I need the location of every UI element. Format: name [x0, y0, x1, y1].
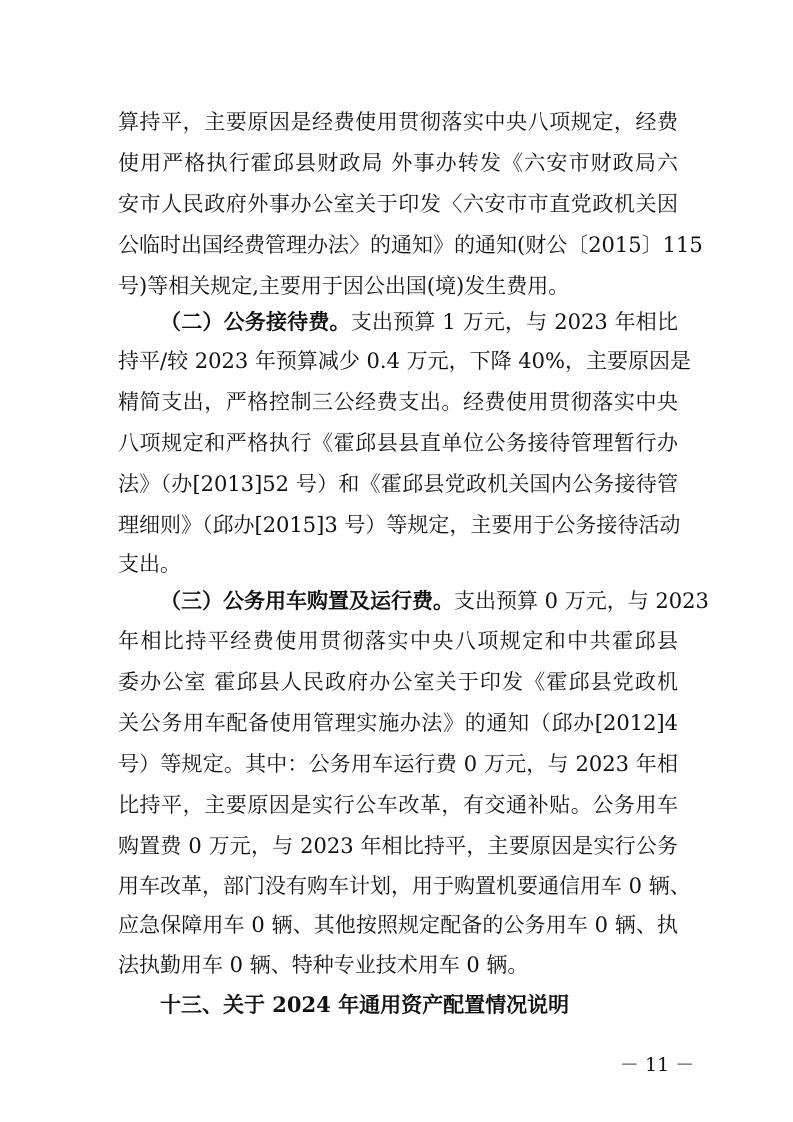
section-title-vehicles: （三）公务用车购置及运行费。	[160, 588, 454, 613]
paragraph-line: 持平/较 2023 年预算减少 0.4 万元，下降 40%，主要原因是	[118, 349, 691, 373]
paragraph-line: 使用严格执行霍邱县财政局 外事办转发《六安市财政局六	[118, 151, 678, 175]
paragraph-text: 支出预算 1 万元，与 2023 年相比	[350, 310, 678, 334]
paragraph-line: 法执勤用车 0 辆、特种专业技术用车 0 辆。	[118, 953, 529, 977]
paragraph-line: 购置费 0 万元，与 2023 年相比持平，主要原因是实行公务	[118, 834, 678, 858]
paragraph-text: 支出预算 0 万元，与 2023	[454, 589, 709, 613]
section-heading: 十三、关于 2024 年通用资产配置情况说明	[160, 992, 570, 1017]
paragraph-line: 委办公室 霍邱县人民政府办公室关于印发《霍邱县党政机	[118, 670, 678, 694]
paragraph-line: 号）等规定。其中：公务用车运行费 0 万元，与 2023 年相	[118, 752, 678, 776]
paragraph-line: 应急保障用车 0 辆、其他按照规定配备的公务用车 0 辆、执	[118, 913, 678, 937]
paragraph-first-line	[160, 302, 678, 342]
paragraph-line: 支出。	[118, 552, 181, 576]
paragraph-line: 公临时出国经费管理办法〉的通知》的通知(财公〔2015〕115	[118, 233, 703, 257]
page-number: － 11 －	[620, 1054, 695, 1076]
paragraph-line: 年相比持平经费使用贯彻落实中央八项规定和中共霍邱县	[118, 629, 678, 653]
paragraph-line: 精简支出，严格控制三公经费支出。经费使用贯彻落实中央	[118, 390, 678, 414]
paragraph-line: 比持平，主要原因是实行公车改革，有交通补贴。公务用车	[118, 793, 678, 817]
paragraph-line: 理细则》（邱办[2015]3 号）等规定，主要用于公务接待活动	[118, 513, 681, 537]
paragraph-line: 安市人民政府外事办公室关于印发〈六安市市直党政机关因	[118, 192, 678, 216]
paragraph-line: 八项规定和严格执行《霍邱县县直单位公务接待管理暂行办	[118, 431, 678, 455]
paragraph-line: 算持平，主要原因是经费使用贯彻落实中央八项规定，经费	[118, 110, 678, 134]
paragraph-line: 号)等相关规定,主要用于因公出国(境)发生费用。	[118, 274, 570, 298]
paragraph-first-line	[160, 581, 709, 621]
paragraph-line: 法》（办[2013]52 号）和《霍邱县党政机关国内公务接待管	[118, 472, 678, 496]
section-title-reception: （二）公务接待费。	[160, 309, 351, 334]
paragraph-line: 用车改革，部门没有购车计划，用于购置机要通信用车 0 辆、	[118, 874, 691, 898]
paragraph-line: 关公务用车配备使用管理实施办法》的通知（邱办[2012]4	[118, 711, 678, 735]
